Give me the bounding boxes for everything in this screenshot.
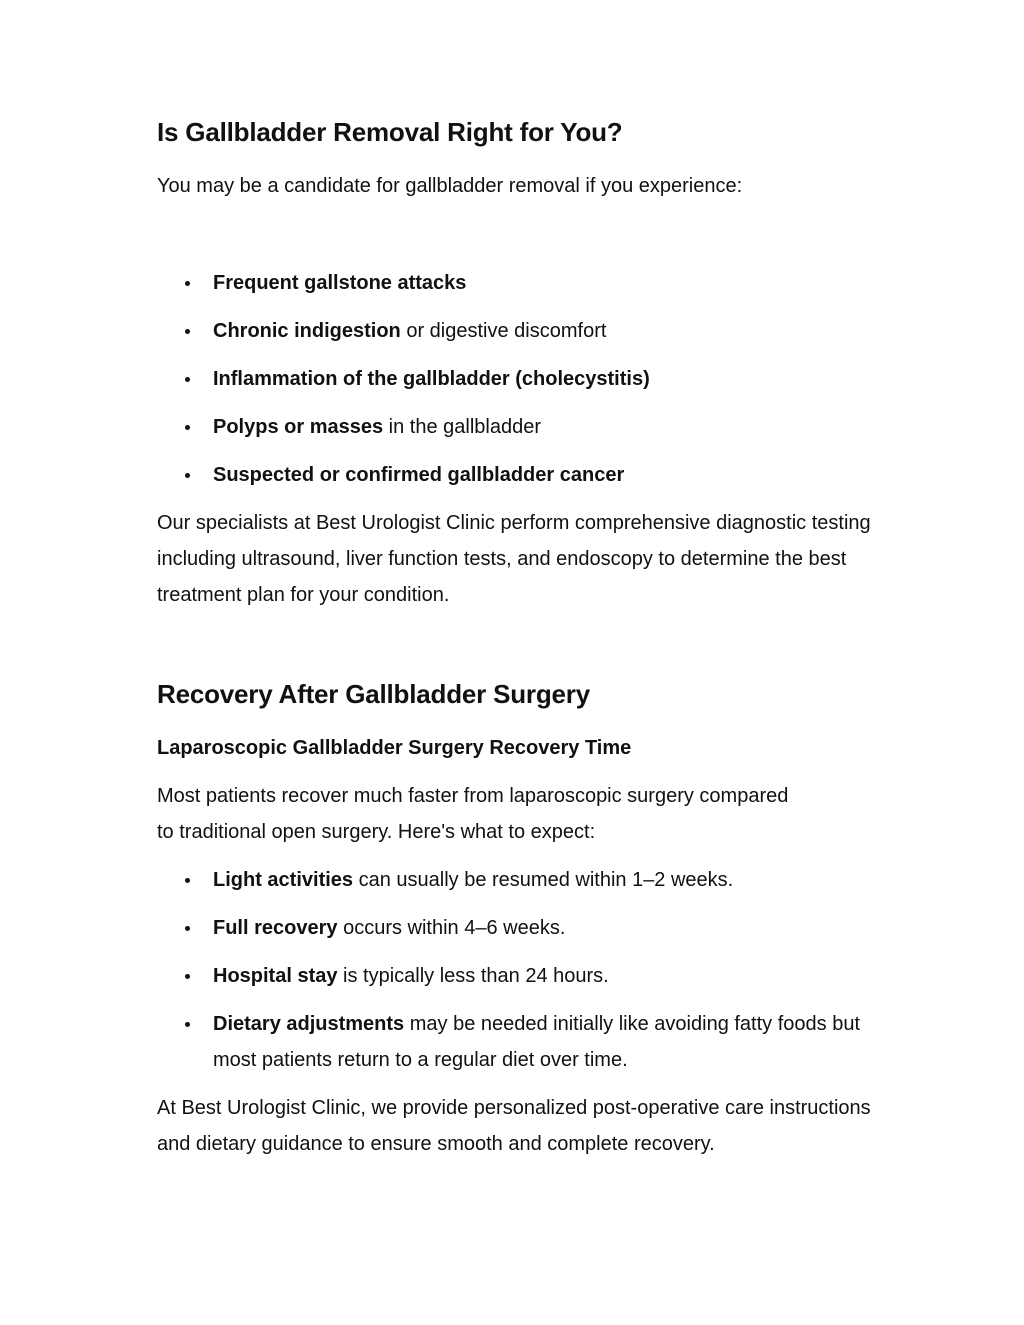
- section-heading-recovery: Recovery After Gallbladder Surgery: [157, 679, 590, 709]
- candidate-intro: You may be a candidate for gallbladder removal if you experience:: [157, 175, 743, 197]
- list-item: [157, 457, 877, 493]
- list-item-bold: Hospital stay: [213, 965, 338, 987]
- list-item-text: is typically less than 24 hours.: [337, 965, 609, 987]
- list-item-bold: Full recovery: [213, 917, 338, 939]
- list-item-text: or digestive discomfort: [400, 320, 607, 342]
- list-item-bold: Frequent gallstone attacks: [213, 272, 467, 294]
- recovery-list: [157, 862, 877, 1090]
- symptom-list: [157, 265, 877, 505]
- list-item: [157, 265, 877, 301]
- list-item: [157, 1006, 877, 1078]
- subheading-recovery-time: Laparoscopic Gallbladder Surgery Recovery Time: [157, 737, 632, 759]
- post-operative-paragraph: At Best Urologist Clinic, we provide personalized post-operative care instructions and dietary guidance to ensure smooth and complete recovery.: [157, 1097, 871, 1155]
- list-item: [157, 409, 877, 445]
- list-item-bold: Dietary adjustments: [213, 1013, 405, 1035]
- list-item-bold: Light activities: [213, 869, 354, 891]
- list-item-bold: Polyps or masses: [213, 416, 384, 438]
- list-item: [157, 958, 877, 994]
- list-item: [157, 910, 877, 946]
- diagnostic-paragraph: Our specialists at Best Urologist Clinic perform comprehensive diagnostic testing including ultrasound, liver function tests, and endoscopy to determine the best treatment plan for your condition.: [157, 512, 871, 606]
- list-item-text: may be needed initially like avoiding fatty foods but most patients return to a regular diet over time.: [213, 1013, 861, 1071]
- list-item: [157, 361, 877, 397]
- list-item-text: occurs within 4–6 weeks.: [337, 917, 566, 939]
- list-item-bold: Inflammation of the gallbladder (cholecystitis): [213, 368, 650, 390]
- list-item: [157, 313, 877, 349]
- list-item-bold: Suspected or confirmed gallbladder cancer: [213, 464, 625, 486]
- list-item-text: can usually be resumed within 1–2 weeks.: [353, 869, 734, 891]
- list-item-text: in the gallbladder: [383, 416, 541, 438]
- list-item-bold: Chronic indigestion: [213, 320, 401, 342]
- recovery-intro: Most patients recover much faster from laparoscopic surgery compared to traditional open surgery. Here's what to expect:: [157, 785, 789, 843]
- list-item: [157, 862, 877, 898]
- section-heading-gallbladder-removal: Is Gallbladder Removal Right for You?: [157, 117, 623, 147]
